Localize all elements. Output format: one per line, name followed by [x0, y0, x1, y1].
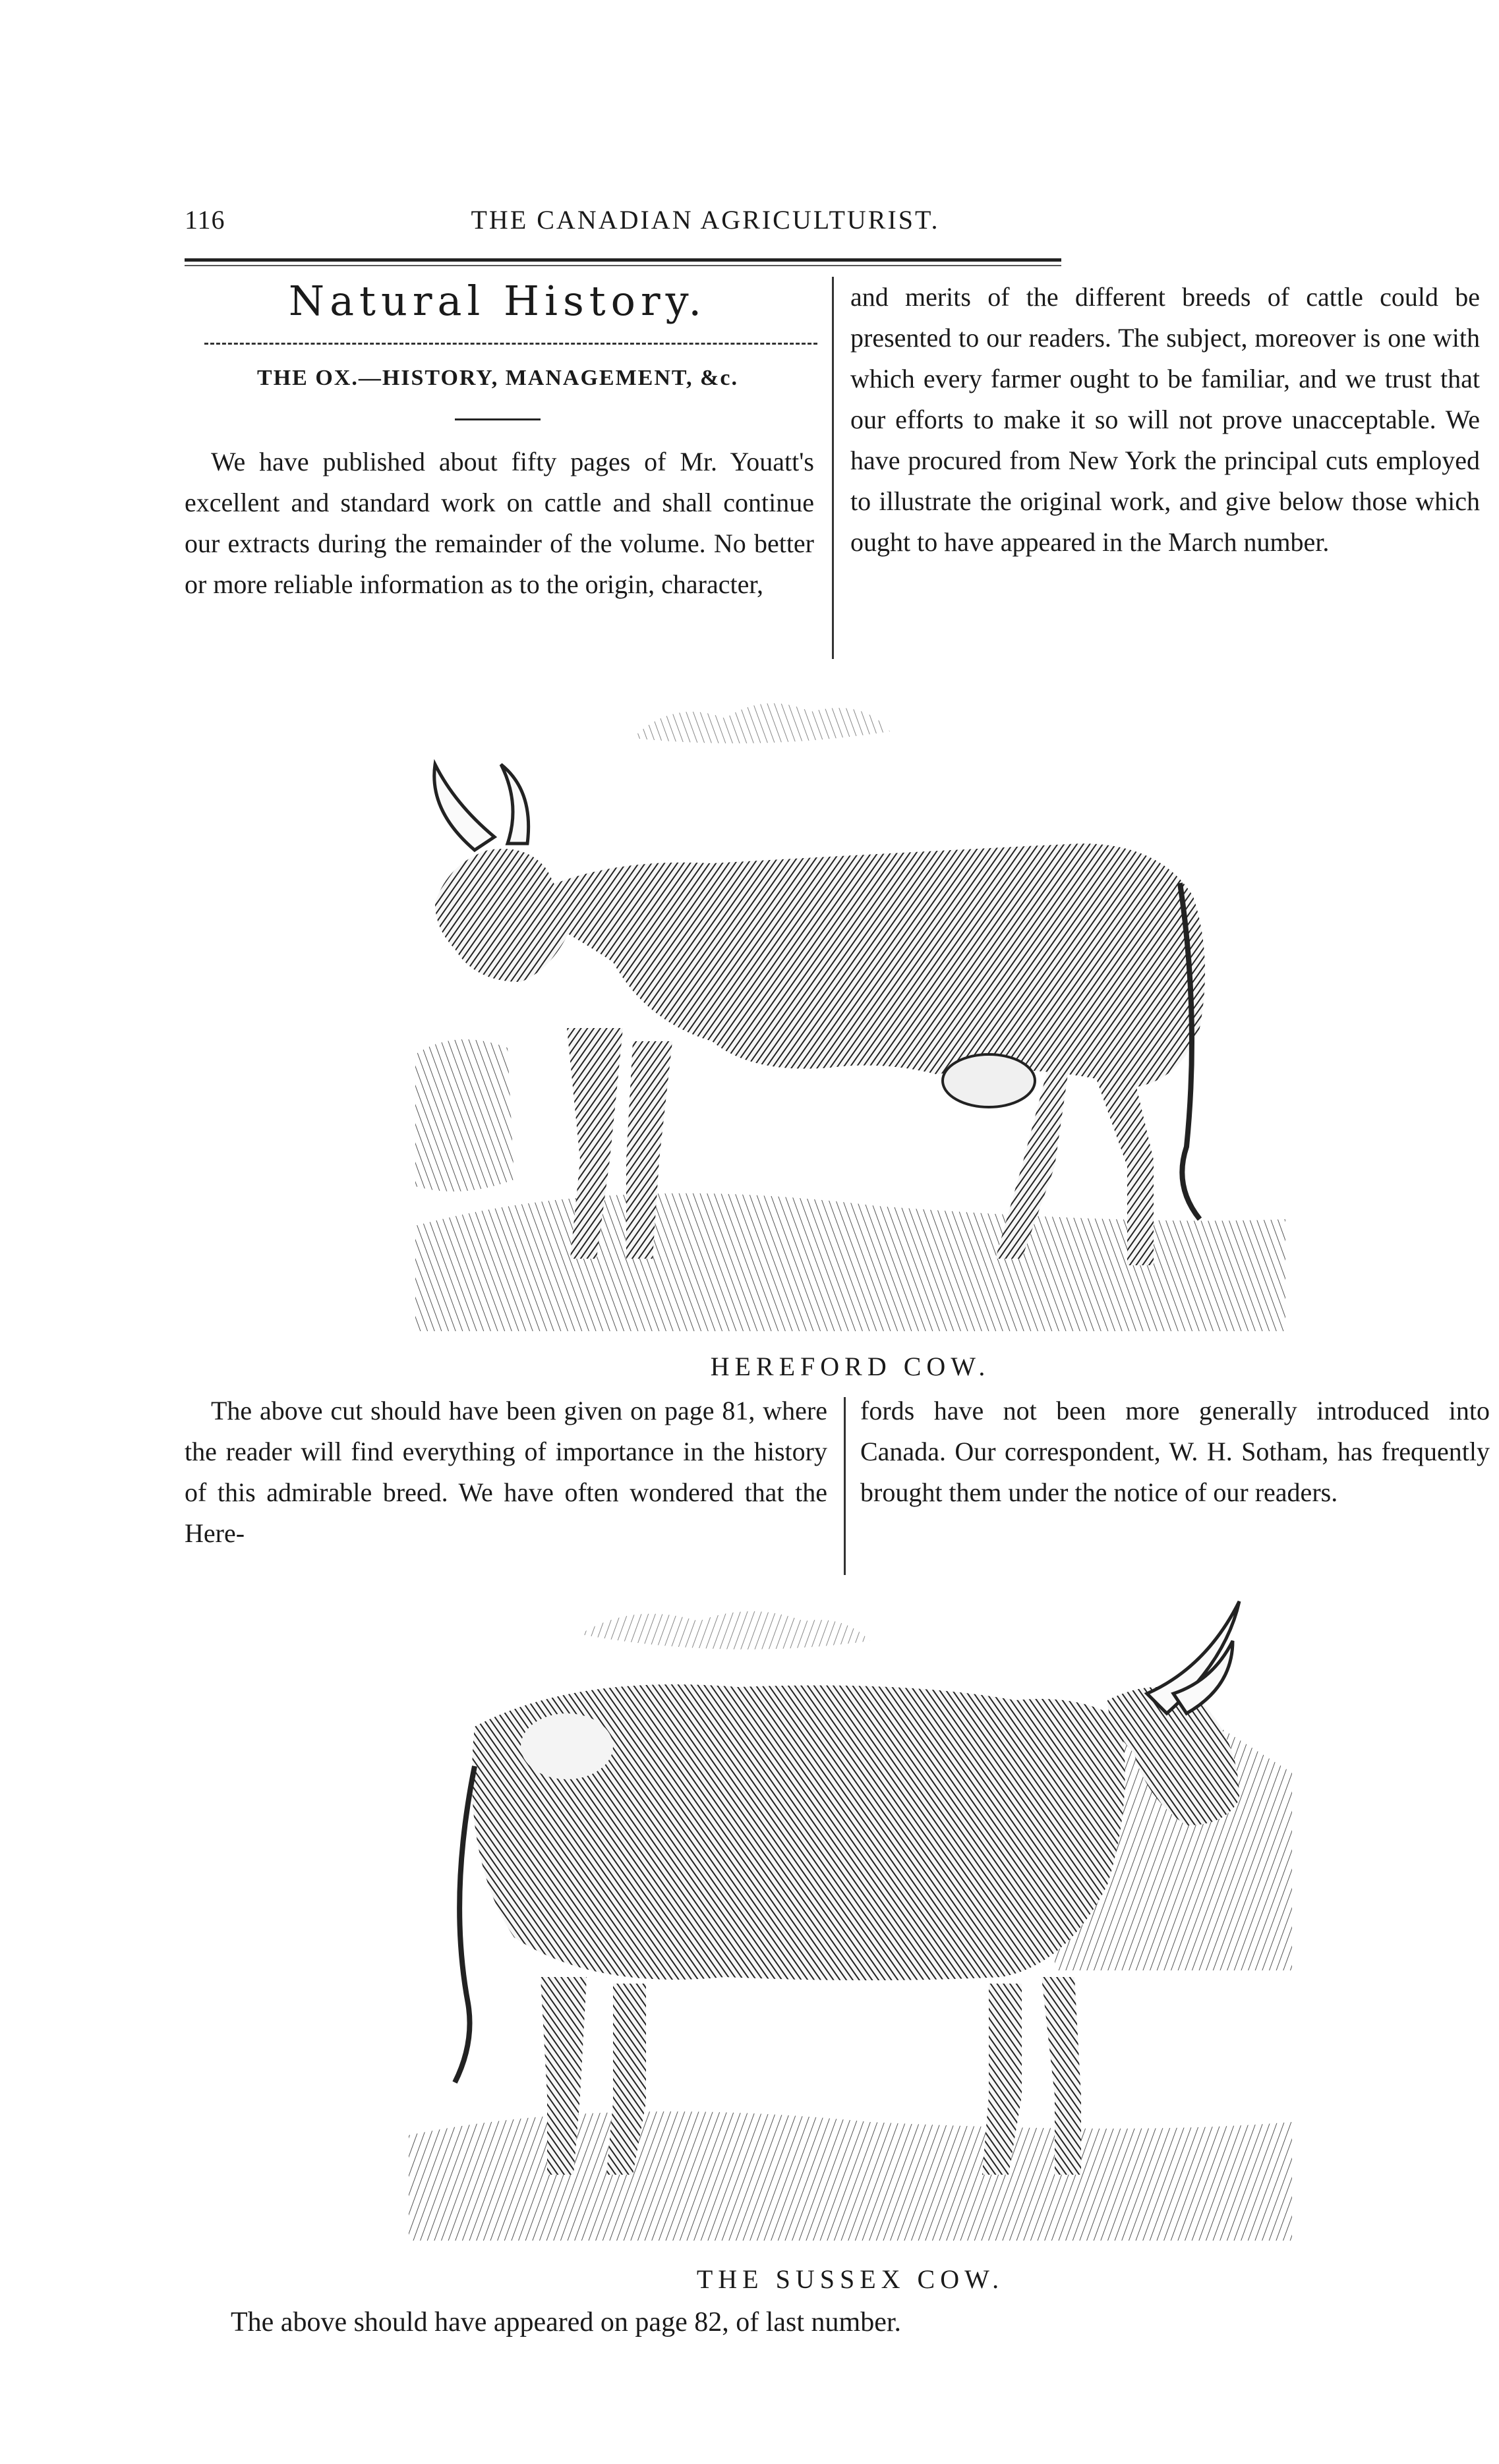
section-title: Natural History.: [288, 277, 707, 325]
running-title: THE CANADIAN AGRICULTURIST.: [471, 205, 940, 235]
middle-paragraph-left: The above cut should have been given on page 81, where the reader will find everything of importance in the history of this admirable breed. We have often wondered that the Here-: [185, 1396, 827, 1548]
article-paragraph-right: and merits of the different breeds of cattle could be presented to our readers. The subject, moreover is one with which every farmer ought to be familiar, and we trust that our efforts to make it so will not prove unacceptable. We have procured from New York the principal cuts employed to illustrate the original work, and give below those which ought to have appeared in the March number.: [850, 282, 1480, 557]
header-rule: [185, 258, 1061, 262]
page-number: 116: [185, 205, 225, 235]
article-left-column: [185, 442, 814, 666]
middle-right-column: [860, 1390, 1490, 1575]
subtitle-rule: [455, 418, 541, 420]
middle-column-divider: [844, 1397, 846, 1575]
header-rule-thin: [185, 265, 1061, 266]
hereford-cow-figure: [396, 685, 1305, 1344]
sussex-cow-engraving-icon: [396, 1595, 1305, 2254]
figure1-caption: HEREFORD COW.: [710, 1352, 991, 1381]
sussex-cow-figure: [396, 1595, 1305, 2254]
page-header: [185, 204, 1061, 244]
title-rule: [204, 343, 817, 345]
middle-left-column: [185, 1390, 827, 1575]
footnote: The above should have appeared on page 82, of last number.: [231, 2307, 902, 2337]
figure2-caption: THE SUSSEX COW.: [696, 2264, 1005, 2294]
article-right-column: [850, 277, 1480, 666]
column-divider: [832, 277, 834, 659]
middle-paragraph-right: fords have not been more generally introduced into Canada. Our correspondent, W. H. Sotham, has frequently brought them under the notice of our readers.: [860, 1396, 1490, 1507]
article-paragraph-left: We have published about fifty pages of Mr. Youatt's excellent and standard work on cattle and shall continue our extracts during the remainder of the volume. No better or more reliable information as to the origin, character,: [185, 447, 814, 599]
section-subtitle: THE OX.—HISTORY, MANAGEMENT, &c.: [257, 366, 738, 390]
hereford-cow-engraving-icon: [396, 685, 1305, 1344]
